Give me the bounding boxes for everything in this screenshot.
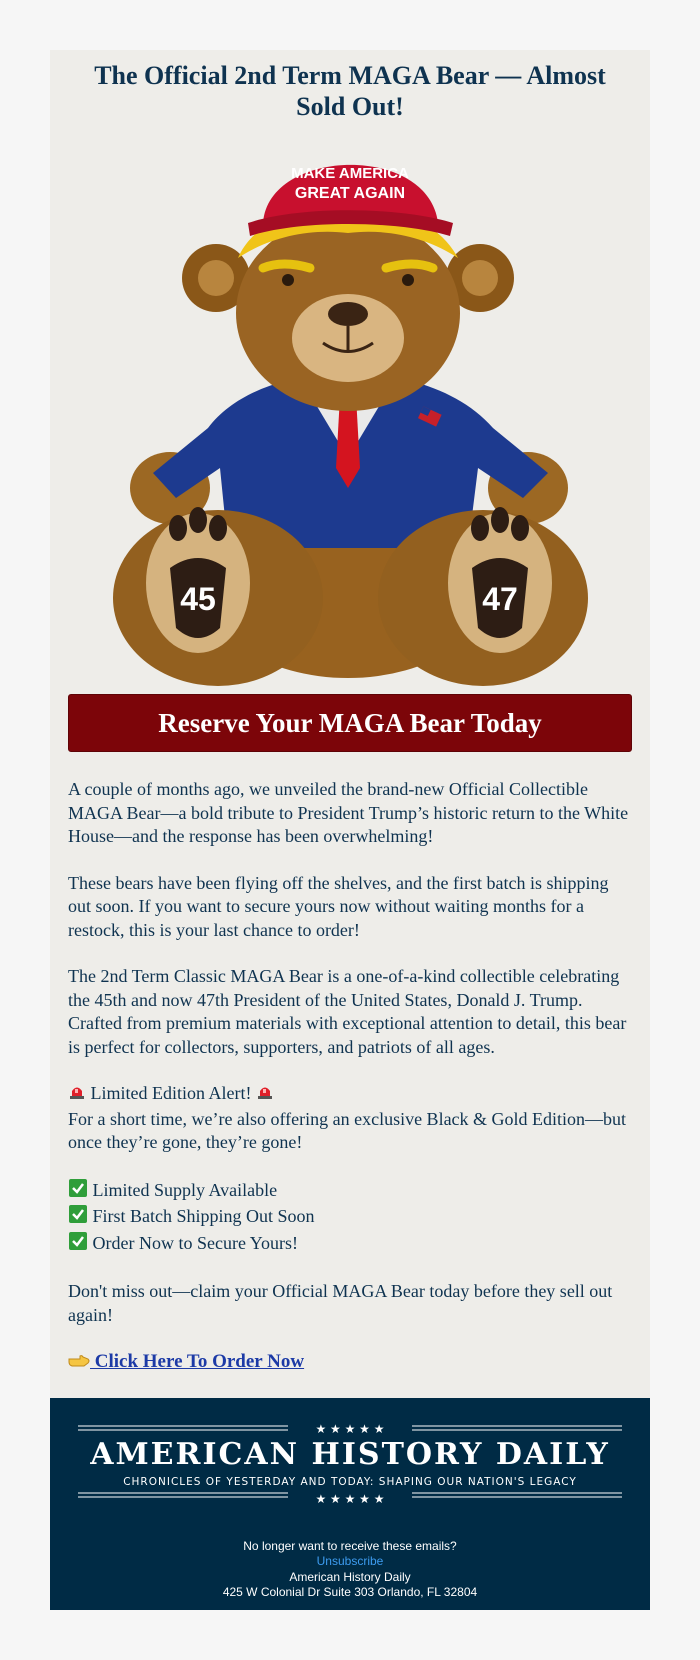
check-item: Order Now to Secure Yours! <box>68 1231 632 1258</box>
check-mark-icon <box>68 1204 88 1231</box>
maga-bear-image <box>98 128 603 690</box>
footer <box>50 1398 650 1610</box>
unsubscribe-prompt: No longer want to receive these emails? <box>243 1538 457 1553</box>
intro-paragraph: A couple of months ago, we unveiled the brand-new Official Collectible MAGA Bear—a bold tribute to President Trump’s historic return to the White House—and the response has been overwhelming! <box>68 779 629 846</box>
alert-text: For a short time, we’re also offering an exclusive Black & Gold Edition—but once they’re gone, they’re gone! <box>68 1108 627 1152</box>
email-content <box>50 50 650 1398</box>
logo-stars-bottom: ★ ★ ★ ★ ★ <box>315 1491 385 1506</box>
company-name: American History Daily <box>289 1569 411 1584</box>
bear-nose <box>328 302 368 326</box>
email-body <box>68 778 632 1376</box>
description-paragraph: The 2nd Term Classic MAGA Bear is a one-of-a-kind collectible celebrating the 45th and now 47th President of the United States, Donald J. Trump. Crafted from premium materials with exceptional attention to detail, this bear is perfect for collectors, supporters, and patriots of all ages. <box>68 966 627 1057</box>
check-list <box>68 1178 632 1258</box>
logo-tagline: CHRONICLES OF YESTERDAY AND TODAY: SHAPING OUR NATION'S LEGACY <box>123 1475 577 1488</box>
check-item: First Batch Shipping Out Soon <box>68 1204 632 1231</box>
american-history-daily-logo <box>50 1398 650 1508</box>
pointing-hand-icon <box>68 1352 90 1376</box>
footer-info <box>50 1539 650 1601</box>
paw-number-47: 47 <box>481 581 518 617</box>
check-item: Limited Supply Available <box>68 1178 632 1205</box>
siren-icon <box>68 1083 86 1108</box>
unsubscribe-link[interactable]: Unsubscribe <box>316 1554 384 1568</box>
alert-title: Limited Edition Alert! <box>86 1083 256 1103</box>
cap-text-line1: MAKE AMERICA <box>290 165 409 182</box>
paw-number-45: 45 <box>179 581 216 617</box>
page-title: The Official 2nd Term MAGA Bear — Almost Sold Out! <box>94 61 606 121</box>
check-mark-icon <box>68 1231 88 1258</box>
closing-paragraph: Don't miss out—claim your Official MAGA Bear today before they sell out again! <box>68 1281 613 1325</box>
hero-image[interactable] <box>98 128 603 690</box>
order-now-link[interactable]: Click Here To Order Now <box>68 1351 304 1372</box>
shipping-paragraph: These bears have been flying off the shelves, and the first batch is shipping out soon. If you want to secure yours now without waiting months for a restock, this is your last chance to order! <box>68 872 609 940</box>
limited-edition-alert <box>68 1082 632 1155</box>
logo-stars-top: ★ ★ ★ ★ ★ <box>315 1421 385 1436</box>
logo-brand-name: American History Daily <box>90 1436 610 1472</box>
check-mark-icon <box>68 1178 88 1205</box>
email-container <box>50 50 650 1610</box>
company-address: 425 W Colonial Dr Suite 303 Orlando, FL 32804 <box>222 1585 478 1599</box>
cap-text-line2: GREAT AGAIN <box>294 185 405 202</box>
siren-icon <box>256 1083 274 1108</box>
reserve-bear-button[interactable]: Reserve Your MAGA Bear Today <box>68 694 632 752</box>
